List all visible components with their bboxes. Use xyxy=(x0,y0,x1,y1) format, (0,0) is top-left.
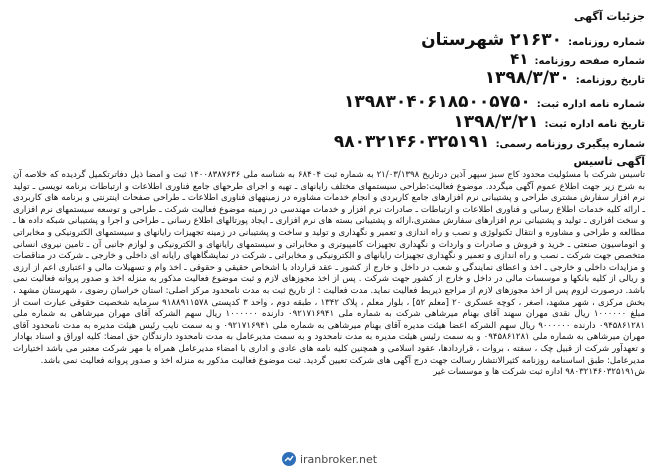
newspaper-date-label: تاریخ روزنامه: xyxy=(575,75,645,86)
letter-number-value: ۱۳۹۸۳۰۴۰۶۱۸۵۰۰۵۷۵۰ xyxy=(343,92,531,112)
page-number-value: ۴۱ xyxy=(510,50,529,68)
newspaper-date-value: ۱۳۹۸/۳/۳۰ xyxy=(484,68,570,88)
newspaper-date-row xyxy=(421,68,645,88)
letter-date-value: ۱۳۹۸/۳/۲۱ xyxy=(453,112,539,132)
letter-number-row xyxy=(334,92,645,112)
page-number-label: شماره صفحه روزنامه: xyxy=(534,56,645,67)
page-number-row xyxy=(421,50,645,68)
tracking-number-value: ۹۸۰۳۲۱۴۶۰۳۲۵۱۹۱ xyxy=(333,132,490,152)
page-title: جزئیات آگهی xyxy=(574,10,645,23)
issue-number-value: ۲۱۶۳۰ xyxy=(510,30,563,50)
letter-date-label: تاریخ نامه اداره ثبت: xyxy=(544,119,645,130)
letter-number-label: شماره نامه اداره ثبت: xyxy=(536,99,645,110)
registry-info xyxy=(334,92,645,152)
tracking-number-row xyxy=(334,132,645,152)
ad-footer-line: ش۹۸۰۳۲۱۴۶۰۳۲۵۱۹۱ اداره ثبت شرکت ها و موسسات غیر xyxy=(433,367,645,378)
tracking-number-label: شماره پیگیری روزنامه رسمی: xyxy=(495,139,645,150)
issue-number-row xyxy=(421,30,645,50)
letter-date-row xyxy=(334,112,645,132)
newspaper-info xyxy=(421,30,645,88)
issue-number-label: شماره روزنامه: xyxy=(568,37,645,48)
ad-body-text: تاسیس شرکت با مسئولیت محدود کاج سبز سپهر آذین درتاریخ ۲۱/۰۳/۱۳۹۸ به شماره ثبت ۶۸۴۰۴ به شناسه ملی ۱۴۰۰۸۳۸۷۶۳۶ ثبت و امضا ذیل دفاترتکمیل گردیده که خلاصه آن به شرح زیر جهت اطلاع عموم آگهی میگردد. موضوع فعالیت:طراحی سیستمهای مختلف رایانهای ـ تهیه و اجرای طرحهای جامع فناوری اطلاعات و ارتباطات برنامه نویسی ـ تولید نرم افزار سفارش مشتری طراحی و پشتیبانی نرم افزارهای جامع کاربردی و انجام خدمات مشاوره در زمینههای فناوری اطلاعات ـ طراحی صفحات اینترنتی و برنامه های کاربردی ـ ارائه کلیه خدمات اطلاع رسانی و فناوری اطلاعات و ارتباطات ـ صادرات نرم افزار و خدمات مهندسی در زمینه موضوع فعالیت شرکت ـ طراحی و توسعه سیستمهای نرم افزاری و سخت افزاری ـ تولید و پشتیبانی نرم افزارهای سفارش مشتری،ارائه و پشتیبانی بسته های نرم افزاری ـ ایجاد پورتالهای اطلاع رسانی ـ طراحی و اجرا و پشتیبانی شبکه داده ها ـ مطالعه و طراحی و مشاوره و انتقال تکنولوژی و نصب و راه اندازی و تعمیر و نگهداری و تولید و ساخت و پشتیبانی در زمینه تجهیزات رایانهای و سیستمهای الکترونیکی و مخابراتی و اتوماسیون صنعتی ـ خرید و فروش و صادرات و واردات و نگهداری تجهیزات کامپیوتری و مخابراتی و سیستمهای رایانهای و الکترونیکی و لوازم جانبی آن ـ تامین نیروی انسانی متخصص جهت شرکت ـ نصب و راه اندازی و تعمیر و نگهداری تجهیزات رایانهای و الکترونیکی و مخابراتی ـ شرکت در نمایشگاههای رایانه ای داخلی و خارجی ـ شرکت در مناقصات و مزایدات داخلی و خارجی ـ اخذ و اعطای نمایندگی و شعب در داخل و خارج از کشور ـ عقد قرارداد با اشخاص حقیقی و حقوقی ـ اخذ وام و تسهیلات مالی و اعتباری اعم از ارزی و ریالی از کلیه بانکها و موسسات مالی در داخل و خارج از کشور جهت شرکت . پس از اخذ مجوزهای لازم و ثبت موضوع فعالیت مذکور به منزله اخذ و صدور پروانه فعالیت نمی باشد. درصورت لزوم پس از اخذ مجوزهای لازم از مراجع ذیربط فعالیت نماید. مدت فعالیت : از تاریخ ثبت به مدت نامحدود مرکز اصلی: استان خراسان رضوی ، شهرستان مشهد ، بخش مرکزی ، شهر مشهد، اصغر ، کوچه عسکری ۲۰ [معلم ۵۲] ، بلوار معلم ، پلاک ۱۳۴۲ ، طبقه دوم ، واحد ۳ کدپستی ۹۱۸۸۹۱۱۵۷۸ سرمایه شخصیت حقوقی عبارت است از مبلغ ۱۰۰۰۰۰۰ ریال نقدی مهران سهند آقای بهنام میرشاهی شرکت به شماره ملی ۰۹۲۱۷۱۶۹۴۱ دارنده ۱۰۰۰۰۰۰ ریال سهم الشرکه آقای مهران میرشاهی به شماره ملی ۰۹۴۵۸۶۱۲۸۱ دارنده ۹۰۰۰۰۰۰ ریال سهم الشرکه اعضا هیئت مدیره آقای بهنام میرشاهی به شماره ملی ۰۹۲۱۷۱۶۹۴۱ و به سمت نایب رئیس هیئت مدیره به مدت نامحدود آقای مهران میرشاهی به شماره ملی ۰۹۴۵۸۶۱۲۸۱ و به سمت رئیس هیئت مدیره به مدت نامحدود و به سمت مدیرعامل به مدت نامحدود دارندگان حق امضا: کلیه اوراق و اسناد بهادار و تعهدآور شرکت از قبیل چک ، سفته ، بروات ، قراردادها، عقود اسلامی و همچنین کلیه نامه های عادی و اداری با امضاء مدیرعامل همراه با مهر شرکت معتبر می باشد اختیارات مدیرعامل: طبق اساسنامه روزنامه کثیرالانتشار رسالت جهت درج آگهی های شرکت تعیین گردید. ثبت موضوع فعالیت مذکور به منزله اخذ و صدور پروانه فعالیت نمی باشد. xyxy=(13,170,646,366)
watermark-text: iranbroker.net xyxy=(299,452,378,466)
broker-logo-icon xyxy=(282,452,296,466)
ad-title: آگهی تاسیس xyxy=(573,155,645,168)
city-value: شهرستان xyxy=(421,30,505,50)
ad-body xyxy=(13,170,645,379)
watermark xyxy=(0,452,659,466)
